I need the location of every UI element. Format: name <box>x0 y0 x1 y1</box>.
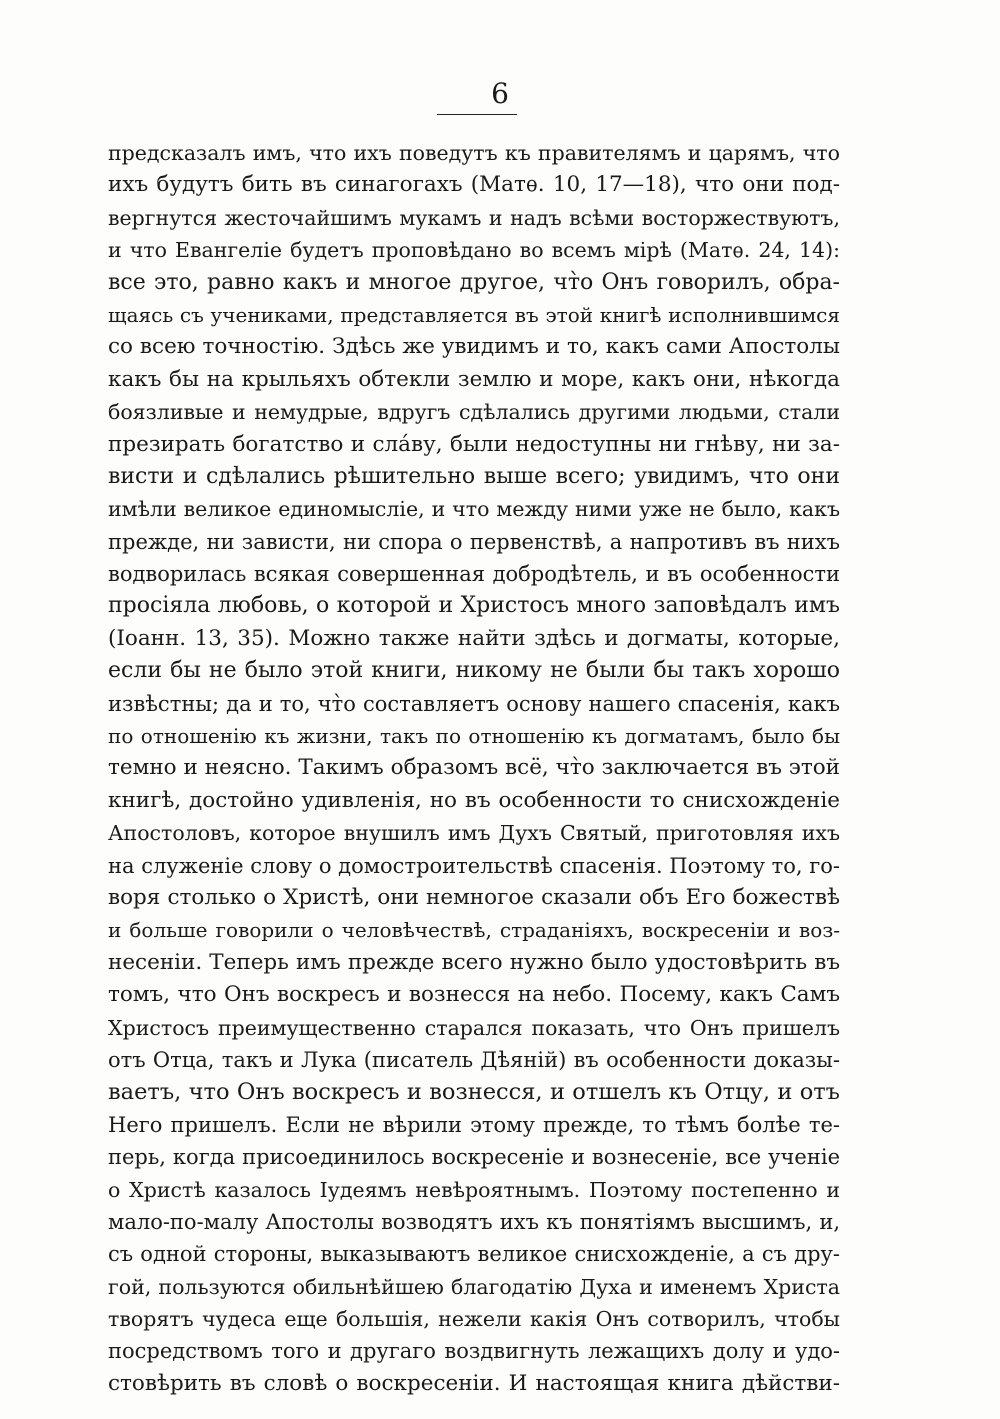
text-line: несеніи. Теперь имъ прежде всего нужно было удостовѣрить въ <box>108 949 840 975</box>
text-line: имѣли великое единомысліе, и что между ними уже не было, какъ <box>108 497 840 522</box>
page-number: 6 <box>491 77 509 110</box>
text-line: книгѣ, достойно удивленія, но въ особенности то снисхожденіе <box>108 787 840 813</box>
text-line: томъ, что Онъ воскресъ и вознесся на небо. Посему, какъ Самъ <box>108 982 840 1008</box>
text-line: и что Евангеліе будетъ проповѣдано во всемъ мірѣ (Матѳ. 24, 14): <box>108 238 840 263</box>
text-line: Апостоловъ, которое внушилъ имъ Духъ Святый, приготовляя ихъ <box>108 821 840 846</box>
text-line: висти и сдѣлались рѣшительно выше всего; увидимъ, что они <box>108 463 840 489</box>
text-line: ваетъ, что Онъ воскресъ и вознесся, и отшелъ къ Отцу, и отъ <box>108 1079 840 1106</box>
body-text <box>108 137 840 1400</box>
text-line: темно и неясно. Такимъ образомъ всё, чт̀о заключается въ этой <box>108 755 840 781</box>
text-line: просіяла любовь, о которой и Христосъ много заповѣдалъ имъ <box>108 593 840 619</box>
text-line: на служеніе слову о домостроительствѣ спасенія. Поэтому то, го- <box>108 853 840 878</box>
text-line: стовѣрить въ словѣ о воскресеніи. И настоящая книга дѣйстви- <box>108 1370 840 1396</box>
text-line: водворилась всякая совершенная добродѣтель, и въ особенности <box>108 562 840 587</box>
text-line: боязливые и немудрые, вдругъ сдѣлались другими людьми, стали <box>108 400 840 425</box>
text-line: гой, пользуются обильнѣйшею благодатію Духа и именемъ Христа <box>108 1274 840 1299</box>
text-line: съ одной стороны, выказываютъ великое снисхожденіе, а съ дру- <box>108 1242 840 1267</box>
text-line: ихъ будутъ бить въ синагогахъ (Матѳ. 10, 17—18), что они под- <box>108 172 840 198</box>
text-line: со всею точностію. Здѣсь же увидимъ и то, какъ сами Апостолы <box>108 334 840 360</box>
text-line: мало-по-малу Апостолы возводятъ ихъ къ понятіямъ высшимъ, и, <box>108 1209 840 1234</box>
text-line: если бы не было этой книги, никому не были бы такъ хорошо <box>108 658 840 684</box>
text-line: вергнутся жесточайшимъ мукамъ и надъ всѣми восторжествуютъ, <box>108 205 840 230</box>
text-line: и больше говорили о человѣчествѣ, страданіяхъ, воскресеніи и воз- <box>108 918 840 943</box>
text-line: предсказалъ имъ, что ихъ поведутъ къ правителямъ и царямъ, что <box>108 141 840 165</box>
text-line: перь, когда присоединилось воскресеніе и вознесеніе, все ученіе <box>108 1145 840 1170</box>
text-line: все это, равно какъ и многое другое, чт̀о Онъ говорилъ, обра- <box>108 269 840 295</box>
text-line: посредствомъ того и другаго воздвигнуть лежащихъ долу и удо- <box>108 1339 840 1364</box>
text-line: (Іоанн. 13, 35). Можно также найти здѣсь и догматы, которые, <box>108 625 840 651</box>
text-line: презирать богатство и слáву, были недоступны ни гнѣву, ни за- <box>108 431 840 457</box>
text-line: извѣстны; да и то, чт̀о составляетъ основу нашего спасенія, какъ <box>108 691 840 716</box>
text-line: о Христѣ казалось Іудеямъ невѣроятнымъ. Поэтому постепенно и <box>108 1177 840 1202</box>
page-number-rule <box>437 114 517 115</box>
text-line: прежде, ни зависти, ни спора о первенствѣ, а напротивъ въ нихъ <box>108 529 840 554</box>
text-line: Христосъ преимущественно старался показать, что Онъ пришелъ <box>108 1015 840 1040</box>
text-line: щаясь съ учениками, представляется въ этой книгѣ исполнившимся <box>108 302 840 327</box>
text-line: какъ бы на крыльяхъ обтекли землю и море, какъ они, нѣкогда <box>108 366 840 392</box>
text-line: по отношенію къ жизни, такъ по отношенію къ догматамъ, было бы <box>108 724 840 749</box>
text-line: воря столько о Христѣ, они немногое сказали объ Его божествѣ <box>108 884 840 910</box>
text-line: отъ Отца, такъ и Лука (писатель Дѣяній) въ особенности доказы- <box>108 1047 840 1072</box>
text-line: Него пришелъ. Если не вѣрили этому прежде, то тѣмъ болѣе те- <box>108 1112 840 1137</box>
text-line: творятъ чудеса еще большія, нежели какія Онъ сотворилъ, чтобы <box>108 1307 840 1332</box>
